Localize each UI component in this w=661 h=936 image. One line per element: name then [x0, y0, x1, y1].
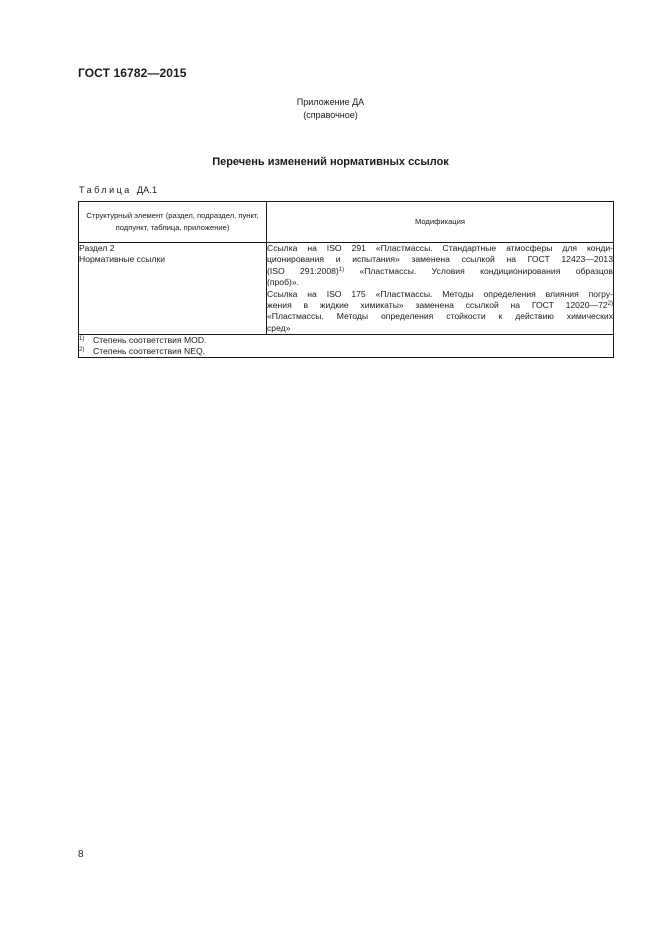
header-structural-element: Структурный элемент (раздел, подраздел, пункт, подпункт, таблица, приложение)	[79, 202, 267, 243]
appendix-title: Приложение ДА	[296, 97, 365, 107]
modification-line: сред»	[267, 322, 291, 333]
table-header-row	[79, 202, 614, 243]
section-line: Нормативные ссылки	[79, 254, 166, 264]
footnote	[79, 346, 613, 357]
cell-modification	[267, 243, 614, 335]
footnote-mark: 1)	[79, 336, 85, 343]
modification-line: (ISO 291:2008)$^{1)}$ «Пластмассы. Условия кондиционирования образцов	[267, 265, 614, 276]
header-modification: Модификация	[267, 202, 614, 243]
reference-changes-table	[78, 201, 614, 358]
cell-section	[79, 243, 267, 335]
footnote-text: Степень соответствия NEQ.	[93, 346, 206, 357]
section-title: Перечень изменений нормативных ссылок	[212, 156, 449, 168]
table-caption	[79, 185, 157, 195]
table-caption-number: ДА.1	[136, 185, 158, 195]
modification-line: «Пластмассы. Методы определения стойкости к действию химических	[267, 311, 613, 322]
document-code: ГОСТ 16782—2015	[78, 66, 187, 80]
footnotes-row	[79, 335, 614, 358]
table-caption-prefix: Таблица	[79, 185, 132, 195]
footnote-mark: 2)	[79, 347, 85, 354]
footnote	[79, 335, 613, 346]
footnote-text: Степень соответствия MOD.	[93, 335, 207, 346]
modification-line: Ссылка на ISO 291 «Пластмассы. Стандартные атмосферы для конди-	[267, 243, 613, 253]
modification-line: ционирования и испытания» заменена ссылкой на ГОСТ 12423—2013	[267, 254, 613, 265]
page-number: 8	[78, 849, 84, 860]
appendix-heading	[0, 96, 661, 122]
footnote-ref: 2)	[607, 301, 613, 308]
section-line: Раздел 2	[79, 243, 115, 253]
modification-line: (проб)».	[267, 277, 300, 288]
modification-line: Ссылка на ISO 175 «Пластмассы. Методы определения влияния погру-	[267, 288, 613, 299]
footnotes-cell	[79, 335, 614, 358]
modification-line: жения в жидкие химикаты» заменена ссылкой на ГОСТ 12020—72$^{2)}$	[267, 300, 613, 311]
appendix-subtitle: (справочное)	[303, 110, 358, 120]
footnote-ref: 1)	[338, 266, 345, 273]
table-row	[79, 243, 614, 335]
